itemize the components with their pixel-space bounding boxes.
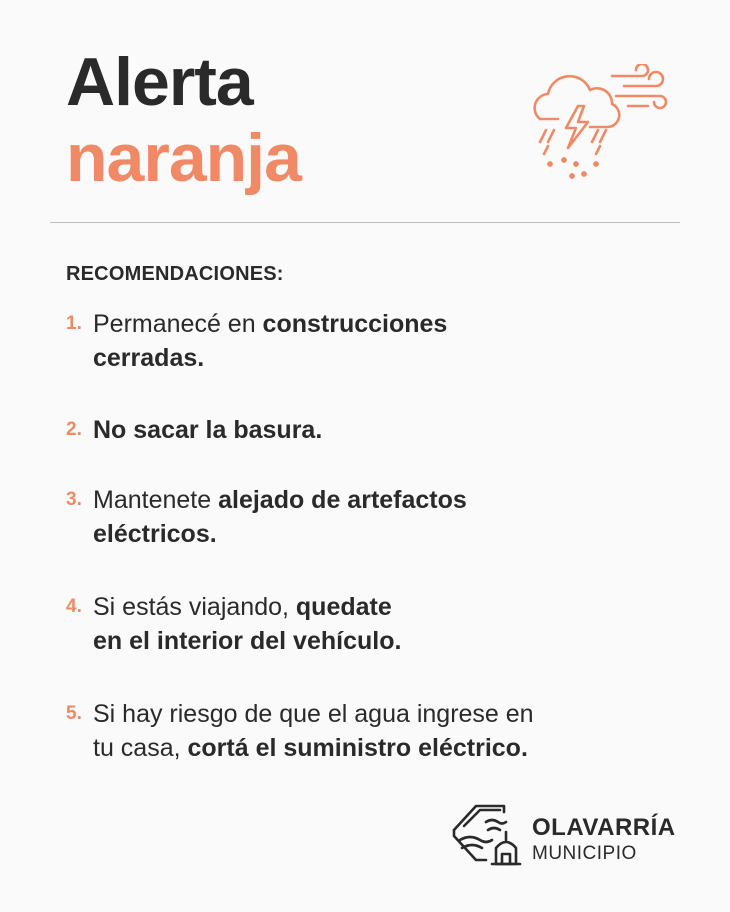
section-heading: RECOMENDACIONES: — [66, 263, 284, 285]
item-line: Si hay riesgo de que el agua ingrese en — [93, 700, 534, 728]
item-line: Permanecé en construcciones — [93, 310, 448, 338]
item-line: Si estás viajando, quedate — [93, 593, 392, 621]
item-line: en el interior del vehículo. — [93, 627, 402, 655]
item-line: No sacar la basura. — [93, 416, 323, 444]
logo-subtitle: MUNICIPIO — [532, 843, 637, 864]
item-line: eléctricos. — [93, 520, 217, 548]
olavarria-municipio-logo-icon — [446, 800, 526, 870]
item-number: 5. — [66, 703, 82, 724]
item-number: 1. — [66, 313, 82, 334]
item-number: 4. — [66, 596, 82, 617]
logo-name: OLAVARRÍA — [532, 814, 676, 841]
municipality-logo — [446, 800, 686, 875]
item-line: Mantenete alejado de artefactos — [93, 486, 467, 514]
title-line-2: naranja — [66, 120, 301, 196]
storm-cloud-lightning-wind-icon — [520, 64, 675, 184]
item-line: tu casa, cortá el suministro eléctrico. — [93, 734, 528, 762]
title-line-1: Alerta — [66, 44, 253, 120]
divider — [50, 222, 680, 223]
item-number: 3. — [66, 489, 82, 510]
item-number: 2. — [66, 419, 82, 440]
item-line: cerradas. — [93, 344, 205, 372]
